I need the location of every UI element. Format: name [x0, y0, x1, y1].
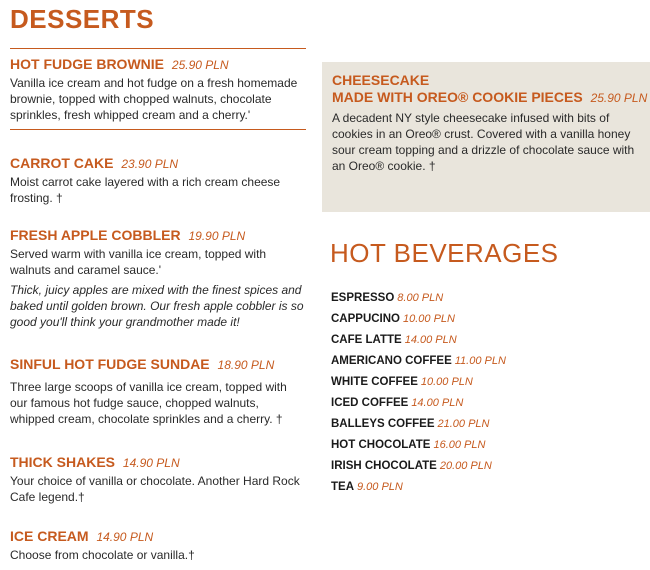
beverage-price: 10.00 PLN — [403, 313, 455, 325]
item-price: 23.90 PLN — [121, 157, 179, 171]
item-name-subtitle: MADE WITH OREO® COOKIE PIECES — [332, 89, 583, 105]
item-description: Vanilla ice cream and hot fudge on a fresh homemade brownie, topped with chopped walnuts, chocolate sprinkles, fresh whipped cream and a cherry.' — [10, 76, 298, 122]
hot-beverages-title: HOT BEVERAGES — [330, 238, 559, 268]
beverage-price: 11.00 PLN — [454, 355, 506, 367]
item-name-line — [10, 155, 306, 173]
item-price: 18.90 PLN — [217, 358, 275, 372]
beverage-price: 14.00 PLN — [404, 334, 457, 346]
menu-item-sinful-hot-fudge-sundae — [10, 356, 306, 427]
beverage-price: 8.00 PLN — [397, 292, 444, 304]
beverage-item — [331, 374, 506, 395]
beverage-name: CAPPUCINO — [331, 313, 401, 325]
beverage-price: 20.00 PLN — [439, 460, 492, 472]
beverage-name: IRISH CHOCOLATE — [331, 460, 437, 472]
item-name: CARROT CAKE — [10, 155, 114, 171]
item-price: 14.90 PLN — [122, 456, 180, 470]
item-description: Served warm with vanilla ice cream, topped with walnuts and caramel sauce.' — [10, 247, 267, 277]
menu-item-carrot-cake — [10, 155, 306, 206]
item-name: ICE CREAM — [10, 528, 89, 544]
beverage-list — [331, 290, 506, 500]
item-description: Moist carrot cake layered with a rich cream cheese frosting. † — [10, 175, 281, 205]
beverage-price: 16.00 PLN — [433, 439, 486, 451]
item-description: Three large scoops of vanilla ice cream, topped with our famous hot fudge sauce, chopped walnuts, whipped cream, chocolate sprinkles and a cherry. † — [10, 380, 287, 426]
item-price: 25.90 PLN — [171, 58, 229, 72]
item-description: A decadent NY style cheesecake infused with bits of cookies in an Oreo® crust. Covered with a vanilla honey sour cream topping and a drizzle of chocolate sauce with an Oreo® cookie. † — [332, 111, 635, 173]
beverage-name: BALLEYS COFFEE — [331, 418, 435, 430]
item-name: THICK SHAKES — [10, 454, 116, 470]
beverage-price: 21.00 PLN — [437, 418, 490, 430]
beverage-item — [331, 479, 506, 500]
beverage-price: 10.00 PLN — [420, 376, 473, 388]
beverage-price: 9.00 PLN — [357, 481, 403, 493]
item-name-line — [10, 528, 306, 546]
divider — [10, 129, 306, 130]
beverage-name: HOT CHOCOLATE — [331, 439, 431, 451]
cheesecake-panel — [322, 62, 650, 212]
item-name-line — [10, 454, 306, 472]
divider — [10, 48, 306, 49]
item-description: Your choice of vanilla or chocolate. Another Hard Rock Cafe legend.† — [10, 474, 300, 504]
item-name-line — [332, 72, 647, 107]
item-name: FRESH APPLE COBBLER — [10, 227, 181, 243]
item-name: HOT FUDGE BROWNIE — [10, 56, 164, 72]
beverage-item — [331, 332, 506, 353]
item-name-line — [10, 227, 306, 245]
beverage-item — [331, 437, 506, 458]
beverage-item — [331, 458, 506, 479]
beverage-name: ESPRESSO — [331, 292, 395, 304]
item-price: 25.90 PLN — [590, 91, 648, 105]
beverage-name: ICED COFFEE — [331, 397, 409, 409]
menu-item-fresh-apple-cobbler — [10, 227, 306, 330]
beverage-price: 14.00 PLN — [411, 397, 464, 409]
item-name-line — [10, 356, 306, 374]
menu-item-ice-cream — [10, 528, 306, 563]
beverage-item — [331, 395, 506, 416]
item-price: 19.90 PLN — [188, 229, 246, 243]
beverage-name: WHITE COFFEE — [331, 376, 418, 388]
item-description: Choose from chocolate or vanilla.† — [10, 548, 195, 562]
menu-item-thick-shakes — [10, 454, 306, 505]
beverage-name: CAFE LATTE — [331, 334, 402, 346]
beverage-name: AMERICANO COFFEE — [331, 355, 452, 367]
beverage-item — [331, 290, 506, 311]
item-name: CHEESECAKE — [332, 72, 430, 88]
beverage-item — [331, 353, 506, 374]
item-name: SINFUL HOT FUDGE SUNDAE — [10, 356, 210, 372]
beverage-item — [331, 416, 506, 437]
item-note: Thick, juicy apples are mixed with the finest spices and baked until golden brown. Our fresh apple cobbler is so good you'll think your grandmother made it! — [10, 283, 304, 329]
item-price: 14.90 PLN — [96, 530, 154, 544]
menu-item-hot-fudge-brownie — [10, 56, 306, 123]
desserts-title: DESSERTS — [10, 4, 155, 34]
beverage-name: TEA — [331, 481, 354, 493]
beverage-item — [331, 311, 506, 332]
item-name-line — [10, 56, 306, 74]
